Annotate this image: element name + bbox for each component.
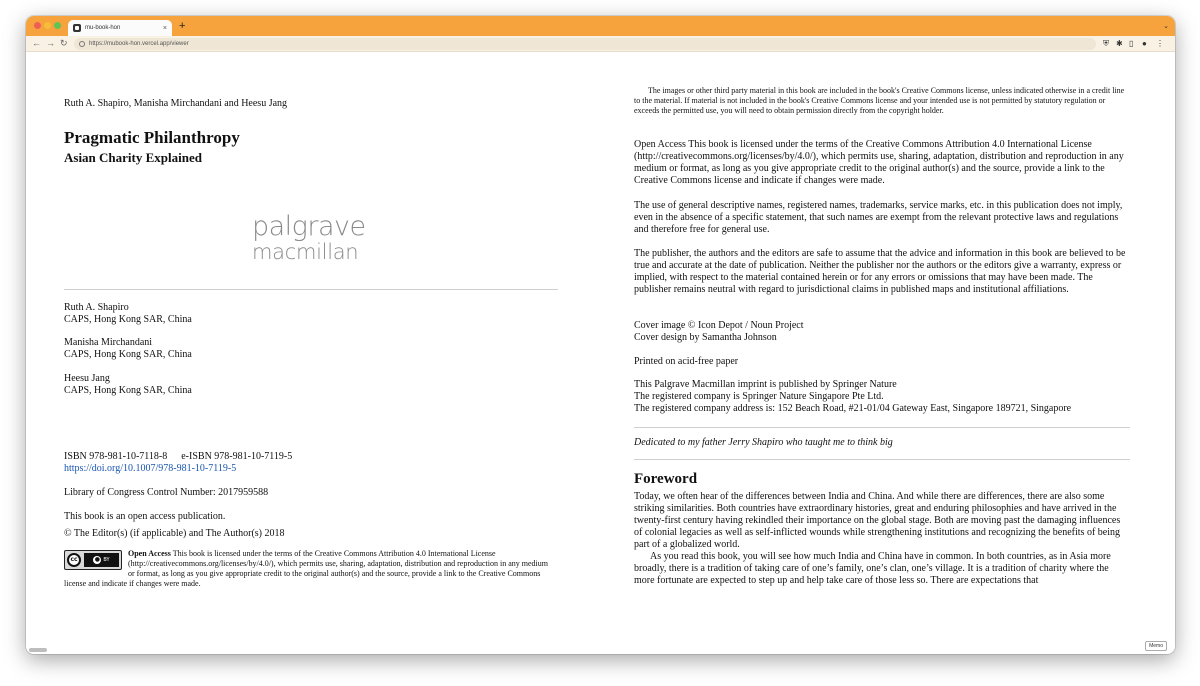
descriptive-names-paragraph: The use of general descriptive names, registered names, trademarks, service marks, etc. in this publication does not imply, even in the absence of a specific statement, that such names are exempt from the relevant protective laws and regulations and therefore free for general use.: [634, 200, 1123, 235]
affiliation-name: Heesu Jang: [64, 373, 110, 384]
back-button[interactable]: ←: [32, 38, 41, 48]
affiliation-name: Manisha Mirchandani: [64, 337, 153, 348]
close-window-button[interactable]: [34, 22, 41, 29]
license-label: Open Access: [128, 549, 171, 558]
affiliation-place: CAPS, Hong Kong SAR, China: [64, 349, 192, 360]
affiliation-place: CAPS, Hong Kong SAR, China: [64, 385, 192, 396]
imprint-line: The registered company address is: 152 Beach Road, #21-01/04 Gateway East, Singapore 189721, Singapore: [634, 403, 1072, 414]
book-title: Pragmatic Philanthropy: [64, 128, 240, 147]
extensions-icon[interactable]: ✱: [1116, 39, 1123, 48]
foreword-text: [634, 491, 1130, 587]
logo-word-palgrave: palgrave: [252, 211, 366, 242]
book-subtitle: Asian Charity Explained: [64, 150, 202, 165]
by-label: [84, 553, 119, 567]
book-viewer: [26, 53, 1175, 654]
new-tab-button[interactable]: +: [179, 20, 186, 32]
imprint-block: [634, 379, 1130, 415]
divider: [634, 427, 1130, 428]
open-access-paragraph: Open Access This book is licensed under the terms of the Creative Commons Attribution 4.0 International License (http://creativecommons.org/licenses/by/4.0/), which permits use, sharing, adaptation, distribution and reproduction in any medium or format, as long as you give appropriate credit to the original author(s) and the source, provide a link to the Creative Commons license and indicate if changes were made.: [634, 139, 1124, 186]
sidebar-icon[interactable]: ▯: [1129, 39, 1134, 48]
imprint-line: This Palgrave Macmillan imprint is published by Springer Nature: [634, 379, 897, 390]
dedication: Dedicated to my father Jerry Shapiro who taught me to think big: [634, 437, 893, 448]
foreword-paragraph: Today, we often hear of the differences between India and China. And while there are differences, there are also some striking similarities. Both countries have extraordinary histories, great and enduring philosophies and have arrived in the twenty-first century having rekindled their importance on the global stage. Both are moving past the damaging influences of colonial legacies as well as self-inflicted wounds while strengthening institutions and recognizing the benefits of being part of a globalized world.: [634, 491, 1121, 550]
tab-search-icon[interactable]: ⌄: [1163, 23, 1169, 30]
copyright: © The Editor(s) (if applicable) and The Author(s) 2018: [64, 528, 285, 539]
imprint-line: The registered company is Springer Nature Singapore Pte Ltd.: [634, 391, 884, 402]
isbn: ISBN 978-981-10-7118-8: [64, 451, 168, 462]
license-block: [64, 549, 548, 589]
affiliation-1: [64, 302, 192, 326]
close-tab-icon[interactable]: ×: [162, 24, 167, 32]
browser-window: [26, 16, 1175, 654]
menu-icon[interactable]: ⋮: [1156, 39, 1164, 48]
doi-link[interactable]: https://doi.org/10.1007/978-981-10-7119-5: [64, 463, 237, 474]
authors-line: Ruth A. Shapiro, Manisha Mirchandani and Heesu Jang: [64, 98, 288, 109]
address-bar[interactable]: [74, 38, 1096, 50]
cover-image-credit: Cover image © Icon Depot / Noun Project: [634, 320, 804, 331]
cover-credits: [634, 320, 1130, 344]
url-text: https://mubook-hon.vercel.app/viewer: [89, 41, 189, 47]
tab-title: mu-book-hon: [85, 25, 121, 31]
third-party-paragraph: The images or other third party material in this book are included in the book's Creative Commons license, unless indicated otherwise in a credit line to the material. If material is not included in the book's Creative Commons license and your intended use is not permitted by statutory regulation or exceeds the permitted use, you will need to obtain permission directly from the copyright holder.: [634, 86, 1125, 115]
forward-button[interactable]: →: [46, 38, 55, 48]
foreword-paragraph: As you read this book, you will see how much India and China have in common. In both countries, as in Asia more broadly, there is a tradition of taking care of one’s family, one’s clan, one’s village. It is a tradition of charity where the more fortunate are expected to step up and help take care of those less so. There are expectations that: [634, 551, 1111, 586]
printed-note: Printed on acid-free paper: [634, 356, 739, 367]
profile-icon[interactable]: ●: [1142, 39, 1147, 48]
browser-toolbar: [26, 36, 1175, 52]
cc-icon: cc: [67, 553, 81, 567]
license-text: This book is licensed under the terms of the Creative Commons Attribution 4.0 International License (http://creativecommons.org/licenses/by/4.0/), which permits use, sharing, adaptation, distribution and reproduction in any medium or format, as long as you give appropriate credit to the original author(s) and the source, provide a link to the Creative Commons license and indicate if changes were made.: [64, 549, 548, 588]
minimize-window-button[interactable]: [44, 22, 51, 29]
publisher-note-paragraph: The publisher, the authors and the editors are safe to assume that the advice and information in this book are believed to be true and accurate at the date of publication. Neither the publisher nor the authors or the editors give a warranty, express or implied, with respect to the material contained herein or for any errors or omissions that may have been made. The publisher remains neutral with regard to jurisdictional claims in published maps and institutional affiliations.: [634, 248, 1126, 295]
by-text: BY: [103, 557, 110, 563]
tab-active[interactable]: [68, 20, 172, 36]
maximize-window-button[interactable]: [54, 22, 61, 29]
book-favicon-icon: [73, 24, 81, 32]
memo-button[interactable]: Memo: [1145, 641, 1167, 651]
divider: [64, 289, 558, 290]
tab-strip: [26, 16, 1175, 36]
divider: [634, 459, 1130, 460]
horizontal-scrollbar[interactable]: [29, 648, 47, 652]
affiliation-name: Ruth A. Shapiro: [64, 302, 129, 313]
publisher-logo: [252, 213, 382, 264]
lccn: Library of Congress Control Number: 2017959588: [64, 487, 269, 498]
isbn-block: [64, 451, 292, 475]
cc-by-badge: [64, 550, 122, 570]
logo-word-macmillan: macmillan: [252, 240, 359, 264]
affiliation-3: [64, 373, 192, 397]
affiliation-2: [64, 337, 192, 361]
shield-icon[interactable]: ⛨: [1103, 39, 1109, 48]
person-icon: ●: [94, 556, 101, 563]
reload-button[interactable]: ↻: [60, 38, 68, 48]
cover-design-credit: Cover design by Samantha Johnson: [634, 332, 777, 343]
open-access-note: This book is an open access publication.: [64, 511, 226, 522]
site-info-icon[interactable]: [79, 41, 85, 47]
foreword-heading: Foreword: [634, 471, 698, 487]
affiliation-place: CAPS, Hong Kong SAR, China: [64, 314, 192, 325]
eisbn: e-ISBN 978-981-10-7119-5: [181, 451, 293, 462]
